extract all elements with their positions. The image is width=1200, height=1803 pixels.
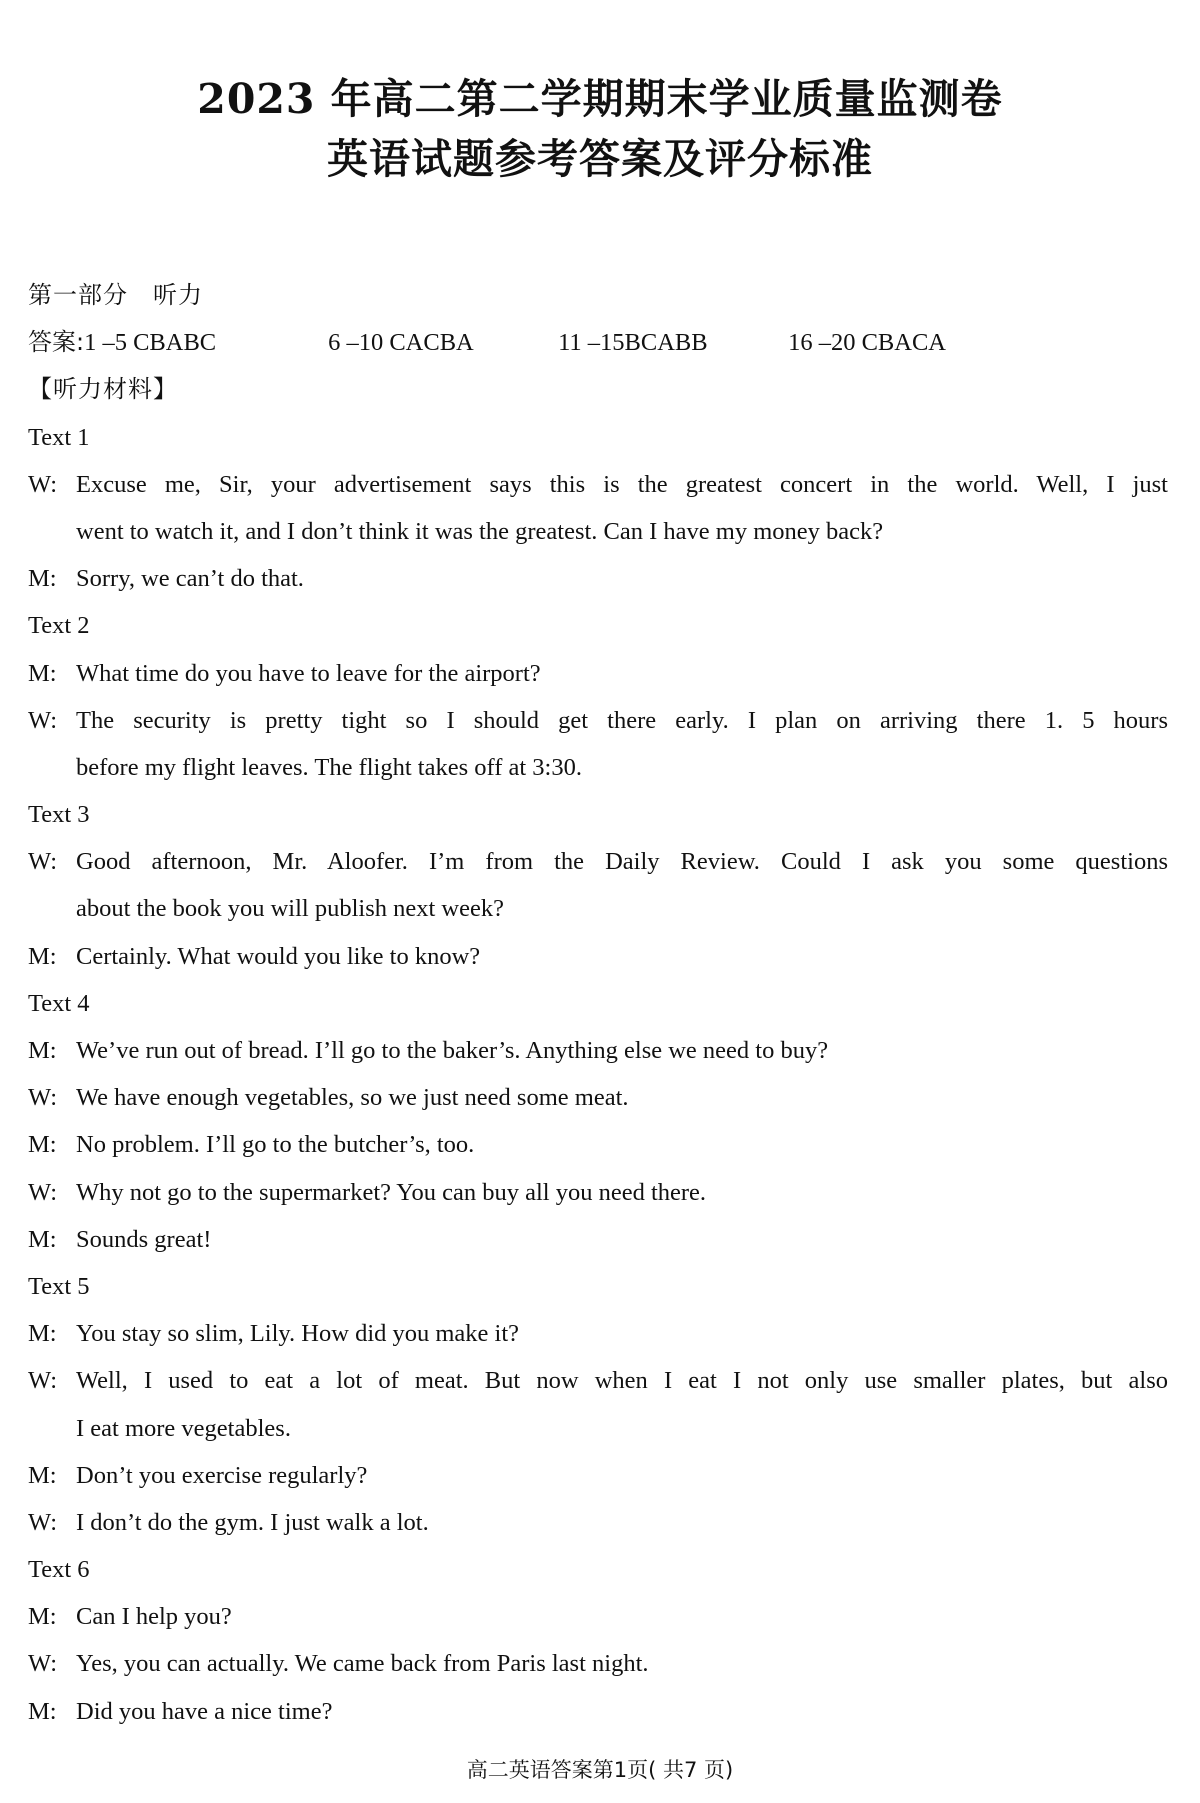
answer-key-line (28, 319, 1168, 366)
dialogue-turn (28, 697, 1168, 791)
materials-heading: 【听力材料】 (28, 375, 178, 404)
dialogue-turn (28, 1074, 1168, 1121)
utterance-line: Sorry, we can’t do that. (76, 565, 304, 593)
utterance (76, 697, 1168, 791)
answer-group: 6 –10 CACBA (328, 329, 474, 357)
answer-group: 1 –5 CBABC (84, 329, 217, 357)
utterance-line: I eat more vegetables. (76, 1414, 291, 1442)
utterance (76, 1310, 1168, 1357)
utterance (76, 933, 1168, 980)
utterance-line: Sounds great! (76, 1225, 212, 1253)
utterance-line: I don’t do the gym. I just walk a lot. (76, 1508, 429, 1536)
speaker-label: W: (28, 1508, 58, 1536)
dialogue-turn (28, 1593, 1168, 1640)
dialogue-turn (28, 650, 1168, 697)
dialogue-turn (28, 1357, 1168, 1451)
dialogue-turn (28, 1027, 1168, 1074)
dialogue-turn (28, 838, 1168, 932)
speaker-label: M: (28, 1225, 57, 1253)
utterance-line: Yes, you can actually. We came back from Paris last night. (76, 1650, 649, 1678)
speaker-label: M: (28, 1603, 57, 1631)
utterance-line: before my flight leaves. The flight takes off at 3:30. (76, 753, 582, 781)
utterance-line: Don’t you exercise regularly? (76, 1461, 368, 1489)
utterance-line: Can I help you? (76, 1603, 232, 1631)
utterance-line: Why not go to the supermarket? You can buy all you need there. (76, 1178, 707, 1206)
utterance (76, 1027, 1168, 1074)
utterance (76, 1169, 1168, 1216)
utterance-line: What time do you have to leave for the airport? (76, 659, 541, 687)
utterance (76, 1216, 1168, 1263)
utterance-line: Excuse me, Sir, your advertisement says this is the greatest concert in the world. Well, I just (76, 470, 1168, 498)
utterance (76, 1452, 1168, 1499)
text-title: Text 3 (28, 801, 90, 829)
utterance-line: The security is pretty tight so I should get there early. I plan on arriving there 1. 5 hours (76, 706, 1168, 734)
dialogue-turn (28, 1640, 1168, 1687)
utterance-line: You stay so slim, Lily. How did you make it? (76, 1320, 520, 1348)
speaker-label: W: (28, 1367, 58, 1395)
dialogue-turn (28, 1452, 1168, 1499)
text-title: Text 1 (28, 423, 90, 451)
dialogue-turn (28, 1499, 1168, 1546)
speaker-label: M: (28, 659, 57, 687)
document-subtitle: 英语试题参考答案及评分标准 (327, 135, 873, 183)
answer-group: 11 –15BCABB (558, 329, 708, 357)
utterance-line: Well, I used to eat a lot of meat. But now when I eat I not only use smaller plates, but also (76, 1367, 1168, 1395)
utterance (76, 1357, 1168, 1451)
page-footer: 高二英语答案第1页( 共7 页) (466, 1758, 734, 1782)
speaker-label: W: (28, 1084, 58, 1112)
speaker-label: W: (28, 848, 58, 876)
dialogue-turn (28, 461, 1168, 555)
utterance (76, 1593, 1168, 1640)
speaker-label: M: (28, 1037, 57, 1064)
utterance-line: We’ve run out of bread. I’ll go to the baker’s. Anything else we need to buy? (76, 1037, 829, 1064)
speaker-label: M: (28, 1697, 57, 1725)
utterance-line: went to watch it, and I don’t think it was the greatest. Can I have my money back? (76, 517, 884, 545)
section-heading: 第一部分 听力 (28, 281, 203, 309)
document-body (28, 272, 1168, 1735)
dialogue-turn (28, 1310, 1168, 1357)
utterance-line: We have enough vegetables, so we just need some meat. (76, 1084, 629, 1112)
dialogue-turn (28, 555, 1168, 602)
utterance-line: No problem. I’ll go to the butcher’s, too. (76, 1131, 475, 1159)
text-title: Text 2 (28, 612, 90, 640)
listening-transcript (28, 414, 1168, 1735)
utterance (76, 1121, 1168, 1168)
dialogue-turn (28, 933, 1168, 980)
text-title: Text 5 (28, 1272, 90, 1300)
speaker-label: W: (28, 1650, 58, 1678)
speaker-label: W: (28, 1178, 58, 1206)
utterance (76, 650, 1168, 697)
speaker-label: W: (28, 470, 58, 498)
answer-group: 16 –20 CBACA (788, 329, 947, 357)
utterance (76, 1640, 1168, 1687)
dialogue-turn (28, 1121, 1168, 1168)
dialogue-turn (28, 1216, 1168, 1263)
speaker-label: M: (28, 942, 57, 970)
utterance (76, 461, 1168, 555)
answers-label: 答案: (28, 328, 85, 357)
text-title: Text 4 (28, 989, 90, 1017)
utterance-line: about the book you will publish next week? (76, 895, 504, 923)
utterance-line: Good afternoon, Mr. Aloofer. I’m from the Daily Review. Could I ask you some questions (76, 848, 1168, 876)
speaker-label: M: (28, 1461, 57, 1489)
utterance (76, 555, 1168, 602)
utterance (76, 1499, 1168, 1546)
utterance-line: Did you have a nice time? (76, 1697, 333, 1725)
utterance (76, 838, 1168, 932)
text-title: Text 6 (28, 1556, 90, 1584)
dialogue-turn (28, 1169, 1168, 1216)
dialogue-turn (28, 1688, 1168, 1735)
speaker-label: M: (28, 1131, 57, 1159)
speaker-label: M: (28, 565, 57, 593)
speaker-label: M: (28, 1320, 57, 1348)
utterance-line: Certainly. What would you like to know? (76, 942, 481, 970)
document-title: 2023 年高二第二学期期末学业质量监测卷 (197, 75, 1003, 123)
speaker-label: W: (28, 706, 58, 734)
utterance (76, 1688, 1168, 1735)
utterance (76, 1074, 1168, 1121)
